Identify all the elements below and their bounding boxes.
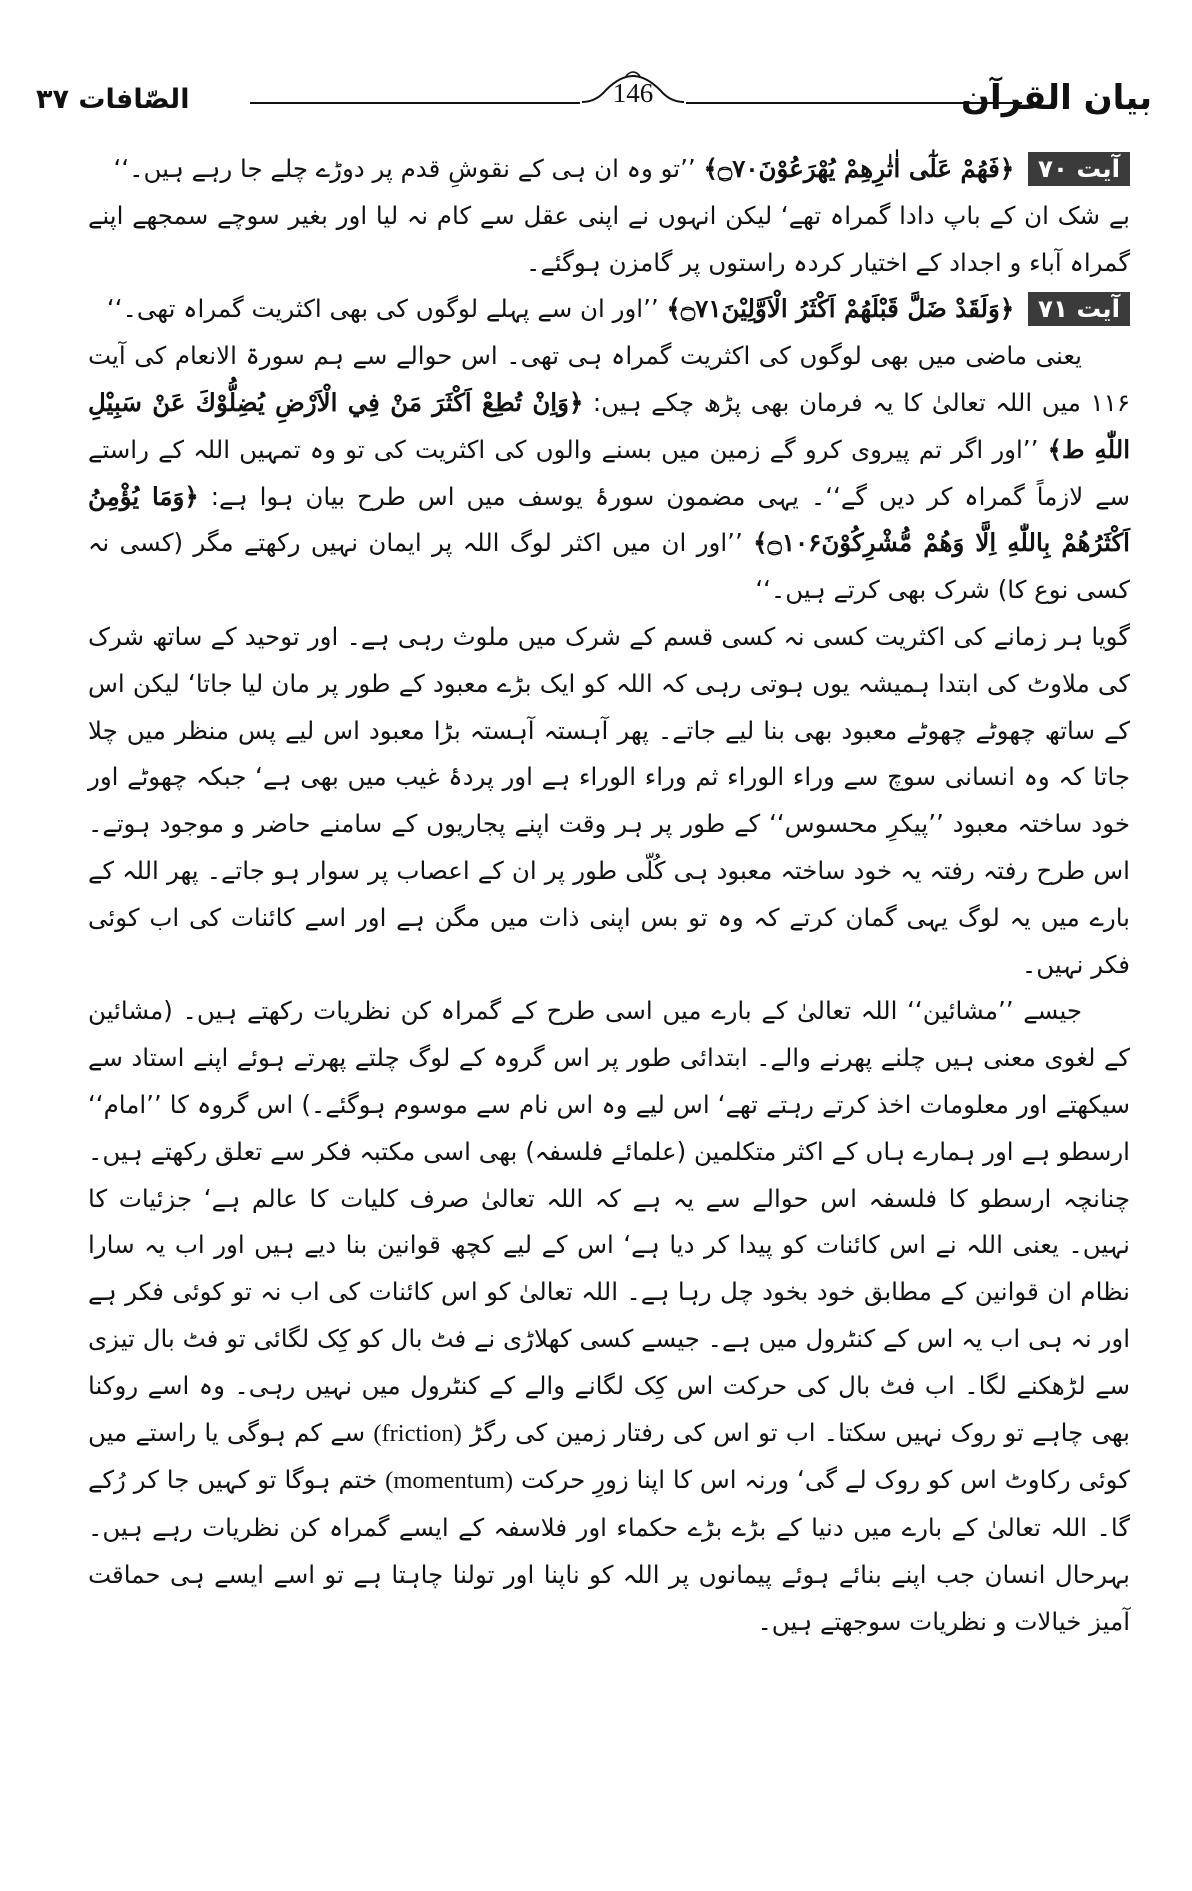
paragraph-4-part-3: ختم ہوگا تو کہیں جا کر رُکے گا۔ اللہ تعالیٰ کے بارے میں دنیا کے بڑے بڑے حکماء اور فلاسفہ کے ایسے گمراہ کن نظریات رہے ہیں۔ بہرحال انسان جب اپنے بنائے ہوئے پیمانوں پر اللہ کو ناپنا اور تولنا چاہتا ہے تو اسے ایسے ہی حماقت آمیز خیالات و نظریات سوجھتے ہیں۔ [88, 1465, 1130, 1636]
paragraph-1: بے شک ان کے باپ دادا گمراہ تھے‘ لیکن انہوں نے اپنی عقل سے کام نہ لیا اور بغیر سوچے سمجھے اپنے گمراہ آباء و اجداد کے اختیار کردہ راستوں پر گامزن ہوگئے۔ [88, 200, 1130, 277]
paragraph-4-part-1: جیسے ’’مشائین‘‘ اللہ تعالیٰ کے بارے میں اسی طرح کے گمراہ کن نظریات رکھتے ہیں۔ (مشائین کے لغوی معنی ہیں چلنے پھرنے والے۔ ابتدائی طور پر اس گروہ کے لوگ چلتے پھرتے ہوئے اپنے استاد سے سیکھتے اور معلومات اخذ کرتے رہتے تھے‘ اس لیے وہ اس نام سے موسوم ہوگئے۔) اس گروہ کا ’’امام‘‘ ارسطو ہے اور ہمارے ہاں کے اکثر متکلمین (علمائے فلسفہ) بھی اسی مکتبہ فکر سے تعلق رکھتے ہیں۔ چنانچہ ارسطو کا فلسفہ اس حوالے سے یہ ہے کہ اللہ تعالیٰ صرف کلیات کا عالم ہے‘ جزئیات کا نہیں۔ یعنی اللہ نے اس کائنات کو پیدا کر دیا ہے‘ اس کے لیے کچھ قوانین بنا دیے ہیں اور اب یہ سارا نظام ان قوانین کے مطابق خود بخود چل رہا ہے۔ اللہ تعالیٰ کو اس کائنات کی اب نہ تو کوئی فکر ہے اور نہ ہی اب یہ اس کے کنٹرول میں ہے۔ جیسے کسی کھلاڑی نے فٹ بال کو کِک لگائی تو فٹ بال تیزی سے لڑھکنے لگا۔ اب فٹ بال کی حرکت اس کِک لگانے والے کے کنٹرول میں نہیں رہی۔ وہ اسے روکنا بھی چاہے تو روک نہیں سکتا۔ اب تو اس کی رفتار زمین کی رگڑ [88, 996, 1130, 1447]
ayah-70-translation: ’’تو وہ ان ہی کے نقوشِ قدم پر دوڑے چلے جا رہے ہیں۔‘‘ [113, 154, 696, 183]
ayah-71-translation: ’’اور ان سے پہلے لوگوں کی بھی اکثریت گمراہ تھی۔‘‘ [106, 294, 659, 324]
ayah-70-arabic: ﴿فَهُمْ عَلٰٓى اٰثٰرِهِمْ يُهْرَعُوْنَ۝۷۰﴾ [703, 154, 1015, 183]
page-number-badge [576, 70, 690, 114]
ayah-70-block [88, 146, 1130, 193]
surah-name: الصّافات ۳۷ [36, 84, 190, 115]
paragraph-4 [88, 988, 1130, 1645]
paragraph-4-part-2: سے کم ہوگی یا راستے میں کوئی رکاوٹ اس کو روک لے گی‘ ورنہ اس کا اپنا زورِ حرکت [88, 1417, 1130, 1495]
momentum-term: (momentum) [385, 1467, 514, 1495]
header-rule-left [250, 102, 580, 104]
friction-term: (friction) [373, 1419, 462, 1447]
ayah-70-tag: آیت ۷۰ [1028, 152, 1130, 186]
quote-anam-116: ﴿وَاِنْ تُطِعْ اَكْثَرَ مَنْ فِي الْاَرْضِ يُضِلُّوْكَ عَنْ سَبِيْلِ اللّٰهِ ط﴾ [88, 387, 1131, 464]
header-rule-right [686, 102, 1022, 104]
ayah-71-block [88, 286, 1130, 333]
paragraph-3: گویا ہر زمانے کی اکثریت کسی نہ کسی قسم کے شرک میں ملوث رہی ہے۔ اور توحید کے ساتھ شرک کی ملاوٹ کی ابتدا ہمیشہ یوں ہوتی رہی کہ اللہ کو ایک بڑے معبود کے طور پر مان لیا جاتا‘ لیکن اس کے ساتھ چھوٹے چھوٹے معبود بھی بنا لیے جاتے۔ پھر آہستہ آہستہ بڑا معبود اس لیے پس منظر میں چلا جاتا کہ وہ انسانی سوچ سے وراء الوراء ثم وراء الوراء ہے اور پردۂ غیب میں بھی ہے‘ جبکہ چھوٹے اور خود ساختہ معبود ’’پیکرِ محسوس‘‘ کے طور پر ہر وقت اپنے پجاریوں کے سامنے حاضر و موجود ہوتے۔ اس طرح رفتہ رفتہ یہ خود ساختہ معبود ہی کُلّی طور پر ان کے اعصاب پر سوار ہو جاتے۔ پھر اللہ کے بارے میں یہ لوگ یہی گمان کرتے کہ وہ تو بس اپنی ذات میں مگن ہے اور اسے کائنات کی اب کوئی فکر نہیں۔ [88, 621, 1130, 979]
ayah-71-tag: آیت ۷۱ [1028, 292, 1130, 326]
page-number: 146 [612, 78, 654, 108]
paragraph-2-part-1: یعنی ماضی میں بھی لوگوں کی اکثریت گمراہ ہی تھی۔ اس حوالے سے ہم سورۃ الانعام کی آیت ۱۱۶ میں اللہ تعالیٰ کا یہ فرمان بھی پڑھ چکے ہیں: [88, 341, 1130, 417]
paragraph-2-part-3: ’’اور ان میں اکثر لوگ اللہ پر ایمان نہیں رکھتے مگر (کسی نہ کسی نوع کا) شرک بھی کرتے ہیں۔‘‘ [88, 528, 1130, 605]
quote-yusuf-106: ﴿وَمَا يُؤْمِنُ اَكْثَرُهُمْ بِاللّٰهِ اِلَّا وَهُمْ مُّشْرِكُوْنَ۝۱۰۶﴾ [88, 481, 1130, 558]
book-title: بیان القرآن [961, 78, 1152, 118]
page-header [36, 78, 1152, 122]
paragraph-2 [88, 333, 1130, 614]
ayah-71-arabic: ﴿وَلَقَدْ ضَلَّ قَبْلَهُمْ اَكْثَرُ الْاَوَّلِيْنَ۝۷۱﴾ [666, 294, 1015, 324]
page-body [88, 146, 1130, 1646]
paragraph-2-part-2: ’’اور اگر تم پیروی کرو گے زمین میں بسنے والوں کی اکثریت کی تو وہ تمہیں اللہ کے راستے سے لازماً گمراہ کر دیں گے‘‘۔ یہی مضمون سورۂ یوسف میں اس طرح بیان ہوا ہے: [88, 434, 1131, 511]
